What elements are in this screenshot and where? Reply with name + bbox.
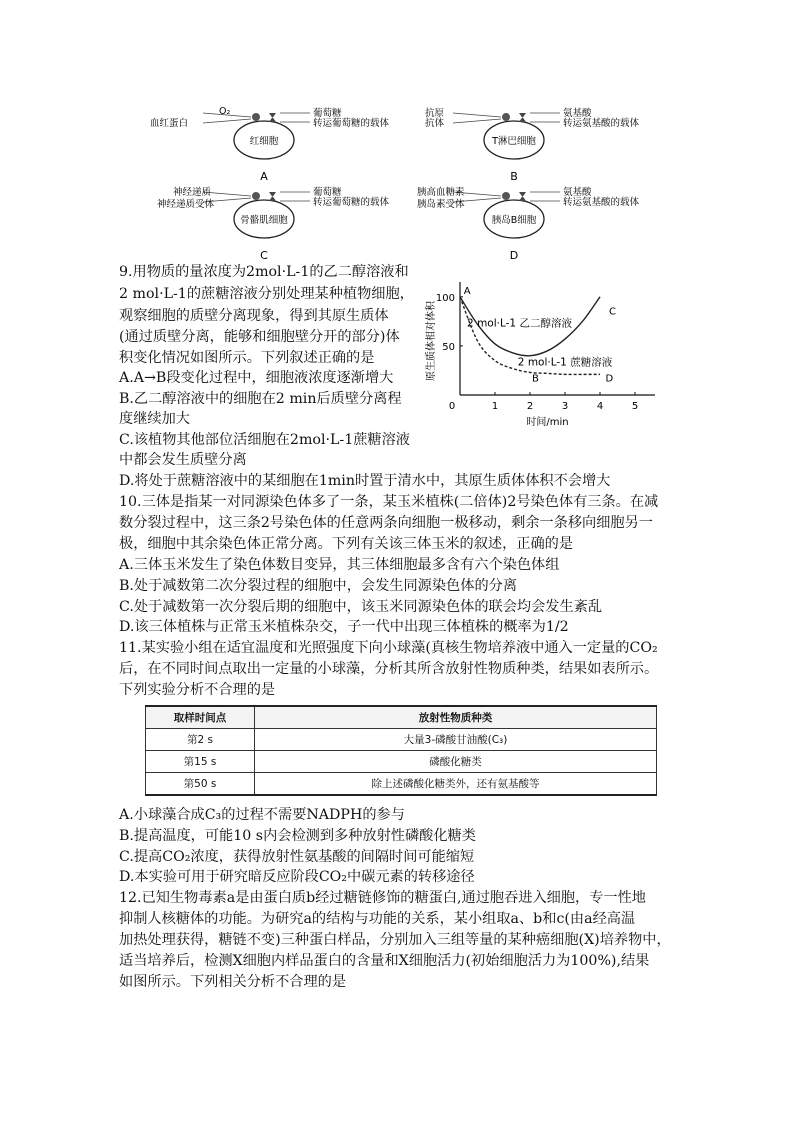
q10-option-b: B.处于减数第二次分裂过程的细胞中，会发生同源染色体的分离 [119, 578, 518, 594]
point-label: D [605, 373, 614, 385]
table-row [146, 773, 657, 796]
table-cell: 第50 s [146, 773, 255, 796]
protein-icon [502, 192, 510, 200]
q9-option-b-cont: 度继续加大 [119, 411, 190, 427]
q11-option-b: B.提高温度，可能10 s内会检测到多种放射性磷酸化糖类 [119, 828, 476, 844]
q10-line: 10.三体是指某一对同源染色体多了一条，某玉米植株(二倍体)2号染色体有三条。在减 [119, 494, 659, 510]
table-cell: 除上述磷酸化糖类外，还有氨基酸等 [255, 773, 657, 796]
q11-line: 11.某实验小组在适宜温度和光照强度下向小球藻(真核生物培养液中通入一定量的CO₂ [119, 640, 658, 656]
q11-option-d: D.本实验可用于研究暗反应阶段CO₂中碳元素的转移途径 [119, 869, 475, 885]
label-right-top: 氨基酸 [563, 108, 592, 119]
q10-line: 极，细胞中其余染色体正常分离。下列有关该三体玉米的叙述，正确的是 [119, 536, 574, 552]
table-cell: 磷酸化糖类 [255, 751, 657, 773]
y-tick-label: 50 [442, 341, 455, 353]
x-tick-label: 2 [526, 401, 534, 412]
label-right-top: 葡萄糖 [313, 187, 342, 198]
diagram-letter: C [260, 249, 268, 262]
series-label: 2 mol·L-1 乙二醇溶液 [467, 317, 572, 330]
protoplast-volume-chart [425, 265, 675, 435]
diagram-c [157, 186, 390, 262]
table-row [146, 751, 657, 773]
x-tick-label: 1 [491, 401, 499, 412]
label-left-top: 胰高血糖素 [417, 187, 465, 198]
y-tick-label: 100 [435, 292, 455, 304]
x-tick-label: 3 [561, 401, 569, 412]
q12-line: 适当培养后，检测X细胞内样品蛋白的含量和X细胞活力(初始细胞活力为100%),结果 [119, 953, 650, 969]
carrier-icon [519, 113, 526, 122]
label-left-top: 抗原 [425, 108, 445, 119]
table-header-row [146, 706, 657, 729]
carrier-icon [269, 192, 276, 201]
q9-option-b: B.乙二醇溶液中的细胞在2 min后质壁分离程 [119, 391, 402, 407]
protein-icon [252, 113, 260, 121]
carrier-icon [519, 192, 526, 201]
q11-line: 后，在不同时间点取出一定量的小球藻，分析其所含放射性物质种类，结果如表所示。 [119, 661, 659, 677]
point-label: B [532, 373, 539, 385]
q9-line: 2 mol·L-1的蔗糖溶液分别处理某种植物细胞， [119, 286, 414, 302]
q11-line: 下列实验分析不合理的是 [119, 682, 276, 698]
q9-option-c-cont: 中都会发生质壁分离 [119, 452, 247, 468]
q12-line: 12.已知生物毒素a是由蛋白质b经过糖链修饰的糖蛋白,通过胞吞进入细胞，专一性地 [119, 890, 646, 906]
table-cell: 第15 s [146, 751, 255, 773]
x-tick-label: 4 [596, 401, 604, 412]
q9-option-d: D.将处于蔗糖溶液中的某细胞在1min时置于清水中，其原生质体体积不会增大 [119, 473, 611, 489]
x-tick-label: 0 [448, 401, 456, 412]
protein-icon [252, 192, 260, 200]
table-row [146, 729, 657, 751]
x-tick-label: 5 [631, 401, 639, 412]
label-left-bottom: 血红蛋白 [150, 118, 189, 129]
q11-table [145, 705, 657, 796]
diagram-letter: A [260, 170, 268, 183]
q9-line: 积变化情况如图所示。下列叙述正确的是 [119, 350, 375, 366]
label-left-bottom: 胰岛素受体 [417, 199, 465, 210]
q10-option-a: A.三体玉米发生了染色体数目变异，其三体细胞最多含有六个染色体组 [119, 557, 560, 573]
q9-line: 观察细胞的质壁分离现象，得到其原生质体 [119, 308, 389, 324]
label-right-top: 葡萄糖 [313, 108, 342, 119]
q10-option-d: D.该三体植株与正常玉米植株杂交，子一代中出现三体植株的概率为1/2 [119, 619, 569, 635]
label-left-top: O₂ [219, 106, 231, 117]
q9-option-a: A.A→B段变化过程中，细胞液浓度逐渐增大 [119, 370, 394, 386]
table-cell: 大量3-磷酸甘油酸(C₃) [255, 729, 657, 751]
label-right-bottom: 转运氨基酸的载体 [563, 197, 640, 208]
label-left-bottom: 神经递质受体 [157, 199, 215, 210]
label-left-bottom: 抗体 [425, 118, 445, 129]
y-axis-label: 原生质体相对体积 [426, 301, 437, 381]
cell-label: 胰岛B细胞 [491, 215, 537, 226]
series-label: 2 mol·L-1 蔗糖溶液 [517, 356, 613, 369]
protein-icon [502, 113, 510, 121]
q12-line: 抑制人核糖体的功能。为研究a的结构与功能的关系，某小组取a、b和c(由a经高温 [119, 911, 636, 927]
cell-label: T淋巴细胞 [492, 136, 536, 147]
q10-option-c: C.处于减数第一次分裂后期的细胞中，该玉米同源染色体的联会均会发生紊乱 [119, 599, 603, 615]
table-header: 放射性物质种类 [255, 706, 657, 729]
cell-diagrams [0, 0, 794, 265]
q12-line: 如图所示。下列相关分析不合理的是 [119, 974, 347, 990]
x-axis-label: 时间/min [526, 417, 569, 428]
cell-label: 骨骼肌细胞 [240, 215, 288, 226]
label-right-bottom: 转运葡萄糖的载体 [313, 118, 390, 129]
label-right-top: 氨基酸 [563, 187, 592, 198]
cell-label: 红细胞 [249, 136, 279, 147]
diagram-letter: B [510, 170, 518, 183]
carrier-icon [269, 113, 276, 122]
q9-option-c: C.该植物其他部位活细胞在2mol·L-1蔗糖溶液 [119, 432, 410, 448]
diagram-letter: D [509, 249, 519, 262]
q11-option-a: A.小球藻合成C₃的过程不需要NADPH的参与 [119, 807, 405, 823]
point-label: A [463, 285, 471, 297]
table-header: 取样时间点 [146, 706, 255, 729]
label-right-bottom: 转运氨基酸的载体 [563, 118, 640, 129]
diagram-b [425, 107, 640, 183]
diagram-d [417, 186, 640, 262]
q9-line: 9.用物质的量浓度为2mol·L-1的乙二醇溶液和 [119, 264, 409, 280]
table-cell: 第2 s [146, 729, 255, 751]
point-label: C [609, 306, 616, 318]
label-right-bottom: 转运葡萄糖的载体 [313, 197, 390, 208]
label-left-top: 神经递质 [173, 187, 212, 198]
q12-line: 加热处理获得，糖链不变)三种蛋白样品，分别加入三组等量的某种癌细胞(X)培养物中， [119, 932, 671, 948]
q9-line: (通过质壁分离，能够和细胞壁分开的部分)体 [119, 329, 400, 345]
diagram-a [150, 106, 390, 183]
q10-line: 数分裂过程中，这三条2号染色体的任意两条向细胞一极移动，剩余一条移向细胞另一 [119, 515, 653, 531]
q11-option-c: C.提高CO₂浓度，获得放射性氨基酸的间隔时间可能缩短 [119, 849, 475, 865]
